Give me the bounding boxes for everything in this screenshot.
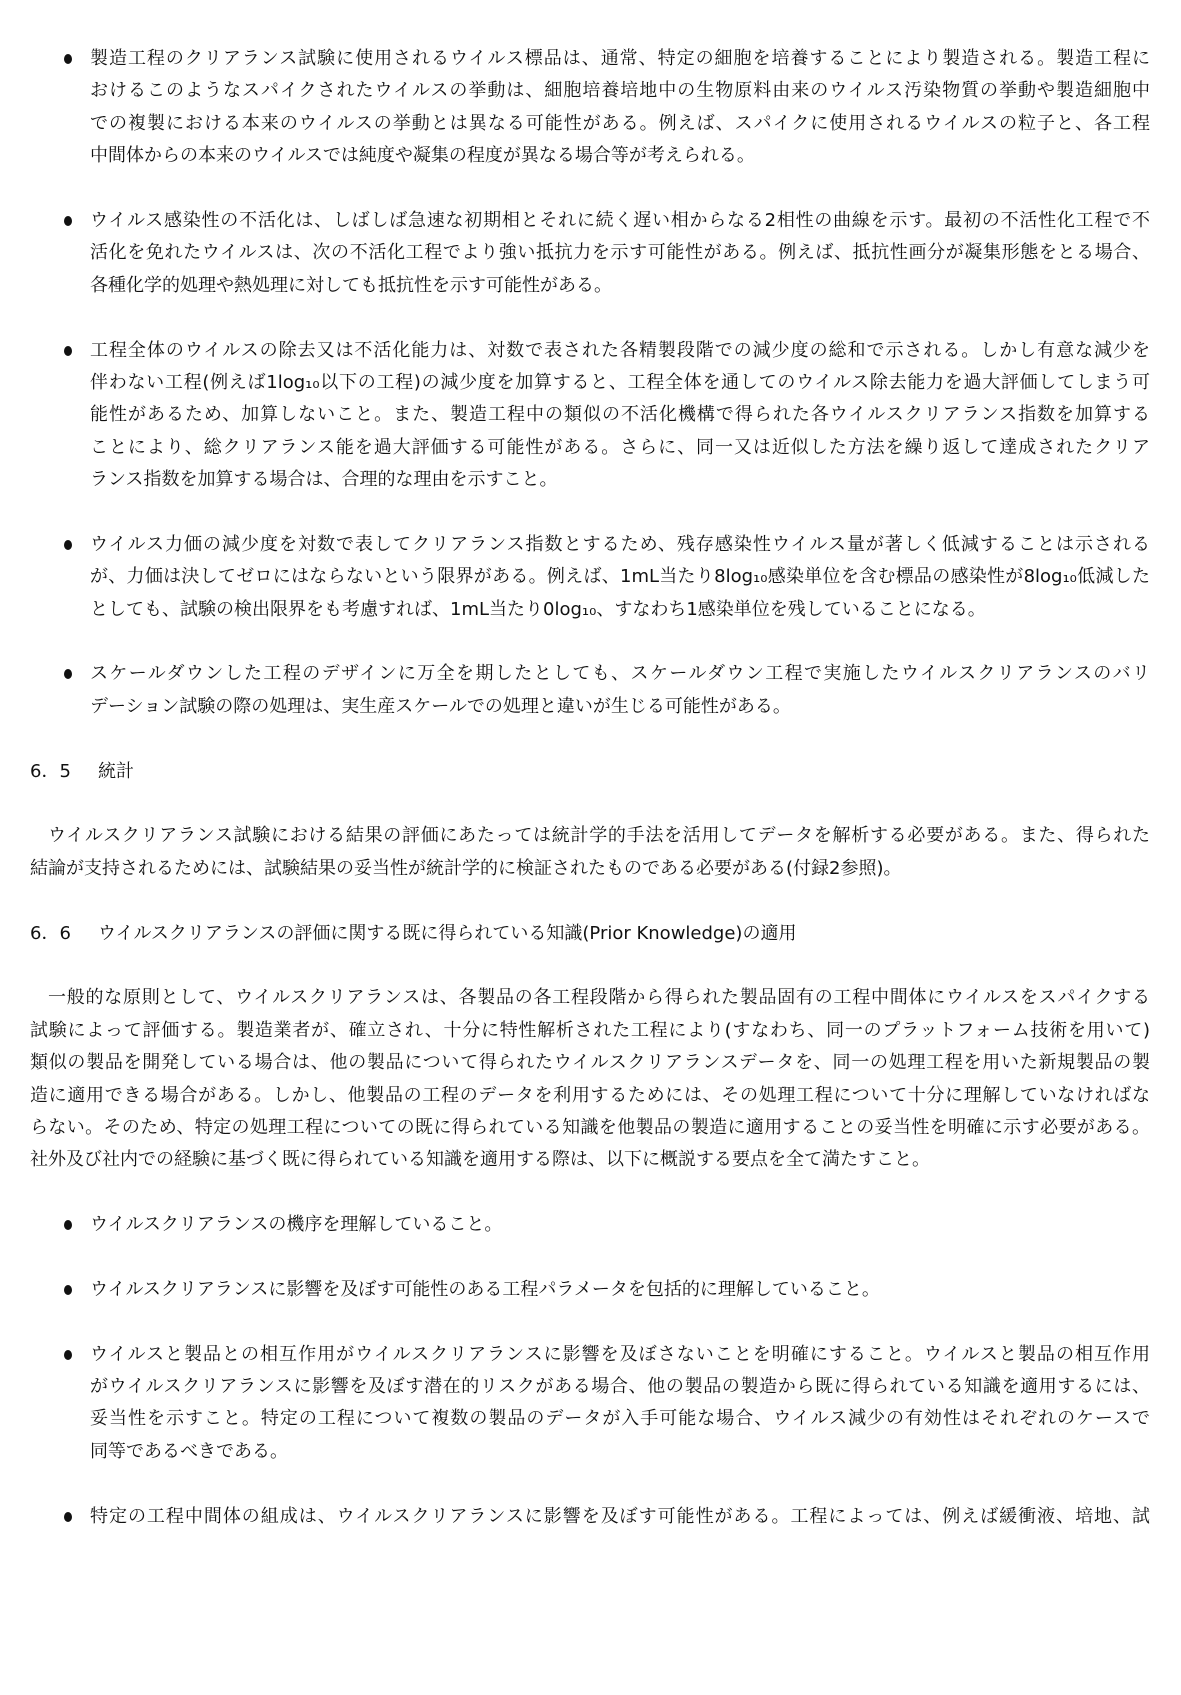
- text-line: 特定の工程中間体の組成は、ウイルスクリアランスに影響を及ぼす可能性がある。工程によっては、例えば緩衝液、培地、試: [90, 1505, 1150, 1527]
- text-line: デーション試験の際の処理は、実生産スケールでの処理と違いが生じる可能性がある。: [90, 695, 791, 717]
- text-line: ウイルスクリアランス試験における結果の評価にあたっては統計学的手法を活用してデータを解析する必要がある。また、得られた: [48, 825, 1150, 847]
- text-line: らない。そのため、特定の処理工程についての既に得られている知識を他製品の製造に適用することの妥当性を明確に示す必要がある。: [30, 1116, 1150, 1138]
- document-body: [0, 43, 1181, 1565]
- bullet-item: [0, 43, 1181, 173]
- text-line: としても、試験の検出限界をも考慮すれば、1mL当たり0log₁₀、すなわち1感染単位を残していることになる。: [90, 598, 986, 620]
- text-line: ウイルス力価の減少度を対数で表してクリアランス指数とするため、残存感染性ウイルス量が著しく低減することは示される: [90, 533, 1150, 555]
- bullet-icon: [64, 669, 72, 679]
- bullet-item: [0, 1274, 1181, 1306]
- text-line: 活化を免れたウイルスは、次の不活化工程でより強い抵抗力を示す可能性がある。例えば、抵抗性画分が凝集形態をとる場合、: [90, 242, 1150, 264]
- text-line: ウイルスと製品との相互作用がウイルスクリアランスに影響を及ぼさないことを明確にすること。ウイルスと製品の相互作用: [90, 1343, 1150, 1365]
- text-line: がウイルスクリアランスに影響を及ぼす潜在的リスクがある場合、他の製品の製造から既に得られている知識を適用するには、: [90, 1376, 1150, 1398]
- bullet-icon: [64, 1220, 72, 1230]
- bullet-icon: [64, 1350, 72, 1360]
- text-line: 製造工程のクリアランス試験に使用されるウイルス標品は、通常、特定の細胞を培養することにより製造される。製造工程に: [90, 48, 1150, 69]
- text-line: 一般的な原則として、ウイルスクリアランスは、各製品の各工程段階から得られた製品固有の工程中間体にウイルスをスパイクする: [48, 987, 1150, 1009]
- bullet-item: [0, 205, 1181, 302]
- text-line: 工程全体のウイルスの除去又は不活化能力は、対数で表された各精製段階での減少度の総和で示される。しかし有意な減少を: [90, 339, 1150, 361]
- text-line: ウイルス感染性の不活化は、しばしば急速な初期相とそれに続く遅い相からなる2相性の曲線を示す。最初の不活性化工程で不: [90, 209, 1150, 231]
- bullet-icon: [64, 346, 72, 356]
- text-line: での複製における本来のウイルスの挙動とは異なる可能性がある。例えば、スパイクに使用されるウイルスの粒子と、各工程: [90, 112, 1150, 134]
- paragraph: [0, 820, 1181, 885]
- text-line: 結論が支持されるためには、試験結果の妥当性が統計学的に検証されたものである必要がある(付録2参照)。: [30, 857, 902, 879]
- text-line: スケールダウンした工程のデザインに万全を期したとしても、スケールダウン工程で実施したウイルスクリアランスのバリ: [90, 663, 1150, 685]
- paragraph: [0, 982, 1181, 1176]
- text-line: 中間体からの本来のウイルスでは純度や凝集の程度が異なる場合等が考えられる。: [90, 145, 755, 167]
- text-line: 造に適用できる場合がある。しかし、他製品の工程のデータを利用するためには、その処理工程について十分に理解していなければな: [30, 1084, 1150, 1106]
- section-number: 6．5: [30, 760, 71, 782]
- bullet-item: [0, 1339, 1181, 1469]
- text-line: おけるこのようなスパイクされたウイルスの挙動は、細胞培養培地中の生物原料由来のウイルス汚染物質の挙動や製造細胞中: [90, 80, 1150, 102]
- text-line: 各種化学的処理や熱処理に対しても抵抗性を示す可能性がある。: [90, 274, 612, 296]
- bullet-item: [0, 335, 1181, 497]
- text-line: 妥当性を示すこと。特定の工程について複数の製品のデータが入手可能な場合、ウイルス減少の有効性はそれぞれのケースで: [90, 1408, 1150, 1430]
- section-title: ウイルスクリアランスの評価に関する既に得られている知識(Prior Knowledge)の適用: [98, 922, 797, 944]
- bullet-icon: [64, 216, 72, 226]
- text-line: が、力価は決してゼロにはならないという限界がある。例えば、1mL当たり8log₁₀感染単位を含む標品の感染性が8log₁₀低減した: [90, 566, 1150, 588]
- text-line: ことにより、総クリアランス能を過大評価する可能性がある。さらに、同一又は近似した方法を繰り返して達成されたクリア: [90, 436, 1150, 458]
- text-line: 類似の製品を開発している場合は、他の製品について得られたウイルスクリアランスデータを、同一の処理工程を用いた新規製品の製: [30, 1052, 1150, 1074]
- section-heading: [30, 918, 1181, 950]
- bullet-icon: [64, 1512, 72, 1522]
- text-line: 能性があるため、加算しないこと。また、製造工程中の類似の不活化機構で得られた各ウイルスクリアランス指数を加算する: [90, 404, 1150, 426]
- bullet-icon: [64, 54, 72, 64]
- section-number: 6．6: [30, 922, 71, 944]
- text-line: ランス指数を加算する場合は、合理的な理由を示すこと。: [90, 469, 558, 491]
- bullet-icon: [64, 1285, 72, 1295]
- text-line: ウイルスクリアランスに影響を及ぼす可能性のある工程パラメータを包括的に理解していること。: [90, 1278, 880, 1300]
- text-line: ウイルスクリアランスの機序を理解していること。: [90, 1214, 503, 1236]
- bullet-item: [0, 1501, 1181, 1533]
- bullet-item: [0, 658, 1181, 723]
- section-title: 統計: [98, 760, 134, 782]
- text-line: 伴わない工程(例えば1log₁₀以下の工程)の減少度を加算すると、工程全体を通してのウイルス除去能力を過大評価してしまう可: [90, 371, 1150, 393]
- text-line: 社外及び社内での経験に基づく既に得られている知識を適用する際は、以下に概説する要点を全て満たすこと。: [30, 1149, 930, 1171]
- text-line: 同等であるべきである。: [90, 1440, 288, 1462]
- section-heading: [30, 756, 1181, 788]
- bullet-item: [0, 529, 1181, 626]
- text-line: 試験によって評価する。製造業者が、確立され、十分に特性解析された工程により(すなわち、同一のプラットフォーム技術を用いて): [30, 1019, 1150, 1041]
- bullet-item: [0, 1209, 1181, 1241]
- bullet-icon: [64, 540, 72, 550]
